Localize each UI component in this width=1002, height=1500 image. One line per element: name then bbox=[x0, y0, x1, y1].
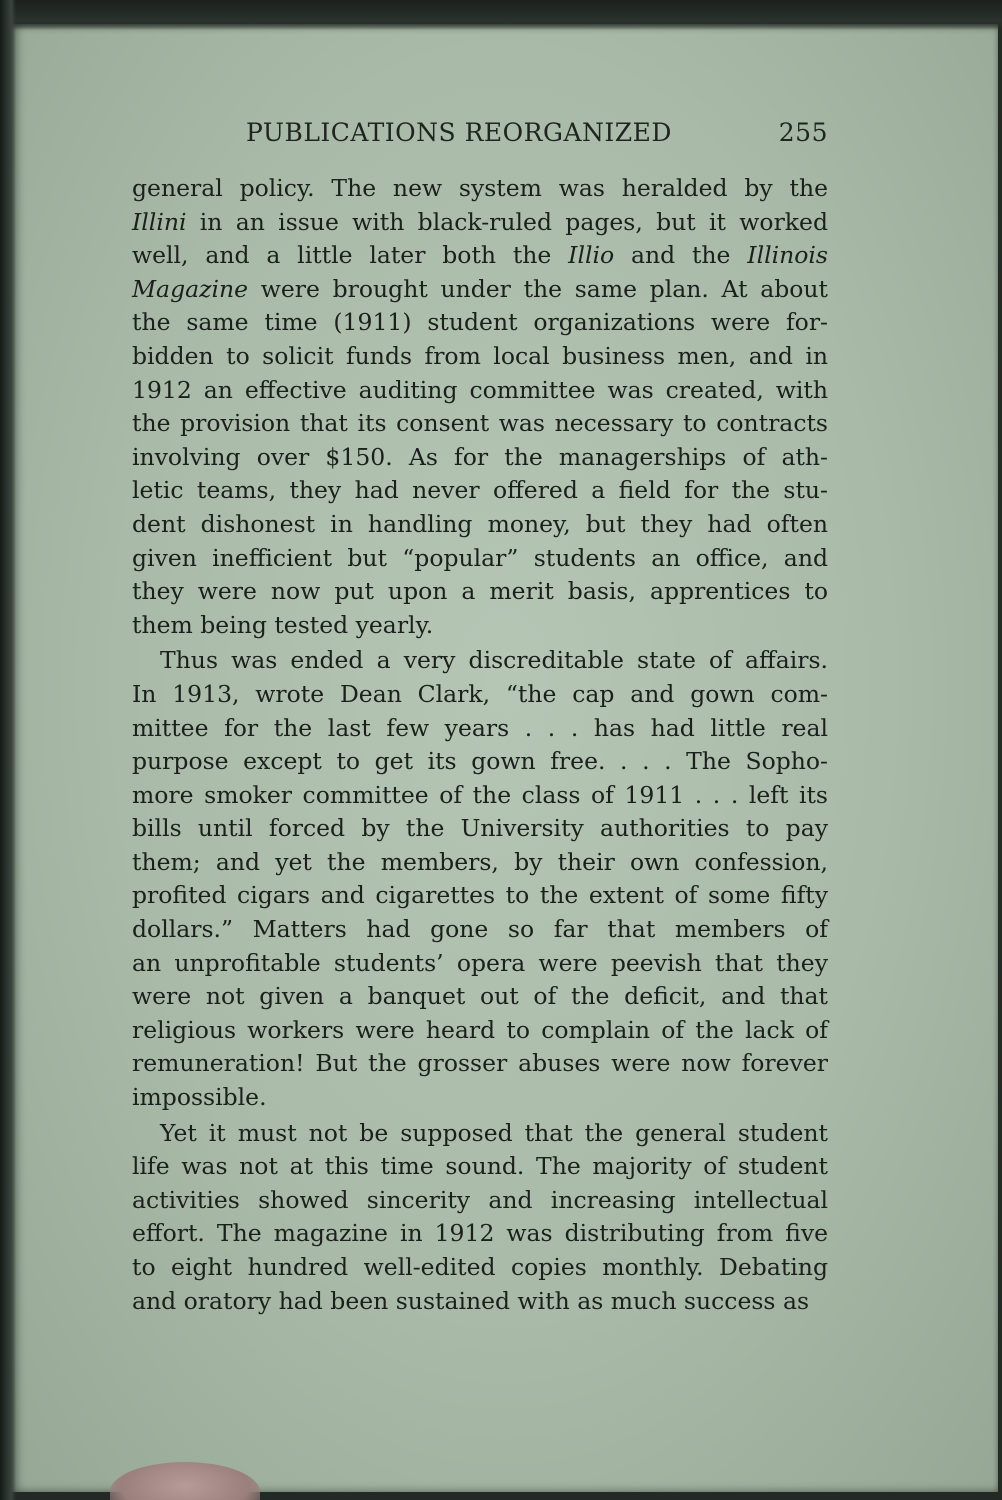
text-line: religious workers were heard to complain of the lack of bbox=[132, 1015, 828, 1044]
text-line: an unprofitable students’ opera were peevish that they bbox=[132, 948, 828, 977]
text-line: Illini in an issue with black-ruled pages, but it worked bbox=[132, 207, 828, 236]
text-line: to eight hundred well-edited copies monthly. Debating bbox=[132, 1253, 828, 1281]
text-line: mittee for the last few years . . . has had little real bbox=[132, 713, 828, 742]
text-line: Magazine were brought under the same plan. At about bbox=[132, 274, 828, 303]
text-line: In 1913, wrote Dean Clark, “the cap and gown com- bbox=[132, 679, 828, 708]
text-line: bidden to solicit funds from local business men, and in bbox=[132, 341, 828, 370]
text-line: were not given a banquet out of the deficit, and that bbox=[132, 982, 828, 1011]
text-line: dent dishonest in handling money, but they had often bbox=[132, 509, 828, 538]
text-line: impossible. bbox=[132, 1083, 267, 1112]
text-line: effort. The magazine in 1912 was distributing from five bbox=[132, 1219, 828, 1248]
text-line: them being tested yearly. bbox=[132, 610, 434, 639]
text-line: life was not at this time sound. The majority of student bbox=[132, 1152, 828, 1181]
text-line: letic teams, they had never offered a field for the stu- bbox=[132, 476, 828, 505]
text-line: activities showed sincerity and increasing intellectual bbox=[132, 1185, 828, 1214]
text-line: given inefficient but “popular” students an office, and bbox=[132, 543, 828, 572]
text-line: well, and a little later both the Illio and the Illinois bbox=[132, 241, 828, 270]
text-line: the provision that its consent was necessary to contracts bbox=[132, 409, 828, 438]
text-line: remuneration! But the grosser abuses were now forever bbox=[132, 1049, 828, 1078]
text-line: purpose except to get its gown free. . . . The Sopho- bbox=[132, 747, 828, 776]
text-line: Thus was ended a very discreditable state of affairs. bbox=[160, 646, 828, 675]
top-shadow bbox=[0, 0, 1002, 30]
paragraph bbox=[132, 172, 828, 642]
text-line: them; and yet the members, by their own confession, bbox=[132, 847, 828, 876]
page-number: 255 bbox=[778, 118, 828, 147]
text-line: dollars.” Matters had gone so far that members of bbox=[132, 915, 828, 944]
text-line: general policy. The new system was heralded by the bbox=[132, 174, 828, 202]
text-line: Yet it must not be supposed that the general student bbox=[160, 1118, 828, 1147]
paragraph bbox=[132, 1117, 828, 1319]
text-line: the same time (1911) student organizations were for- bbox=[132, 308, 828, 337]
text-line: and oratory had been sustained with as much success as bbox=[132, 1286, 810, 1315]
running-header bbox=[246, 118, 828, 147]
binding-edge bbox=[0, 0, 16, 1500]
text-line: more smoker committee of the class of 1911 . . . left its bbox=[132, 780, 828, 809]
text-line: they were now put upon a merit basis, apprentices to bbox=[132, 577, 828, 606]
paragraph bbox=[132, 644, 828, 1114]
text-line: involving over $150. As for the managerships of ath- bbox=[132, 442, 828, 471]
body-text bbox=[132, 172, 828, 1318]
text-line: profited cigars and cigarettes to the extent of some fifty bbox=[132, 881, 828, 910]
text-line: 1912 an effective auditing committee was created, with bbox=[132, 375, 828, 404]
running-header-title: PUBLICATIONS REORGANIZED bbox=[246, 118, 672, 147]
text-line: bills until forced by the University authorities to pay bbox=[132, 814, 828, 843]
